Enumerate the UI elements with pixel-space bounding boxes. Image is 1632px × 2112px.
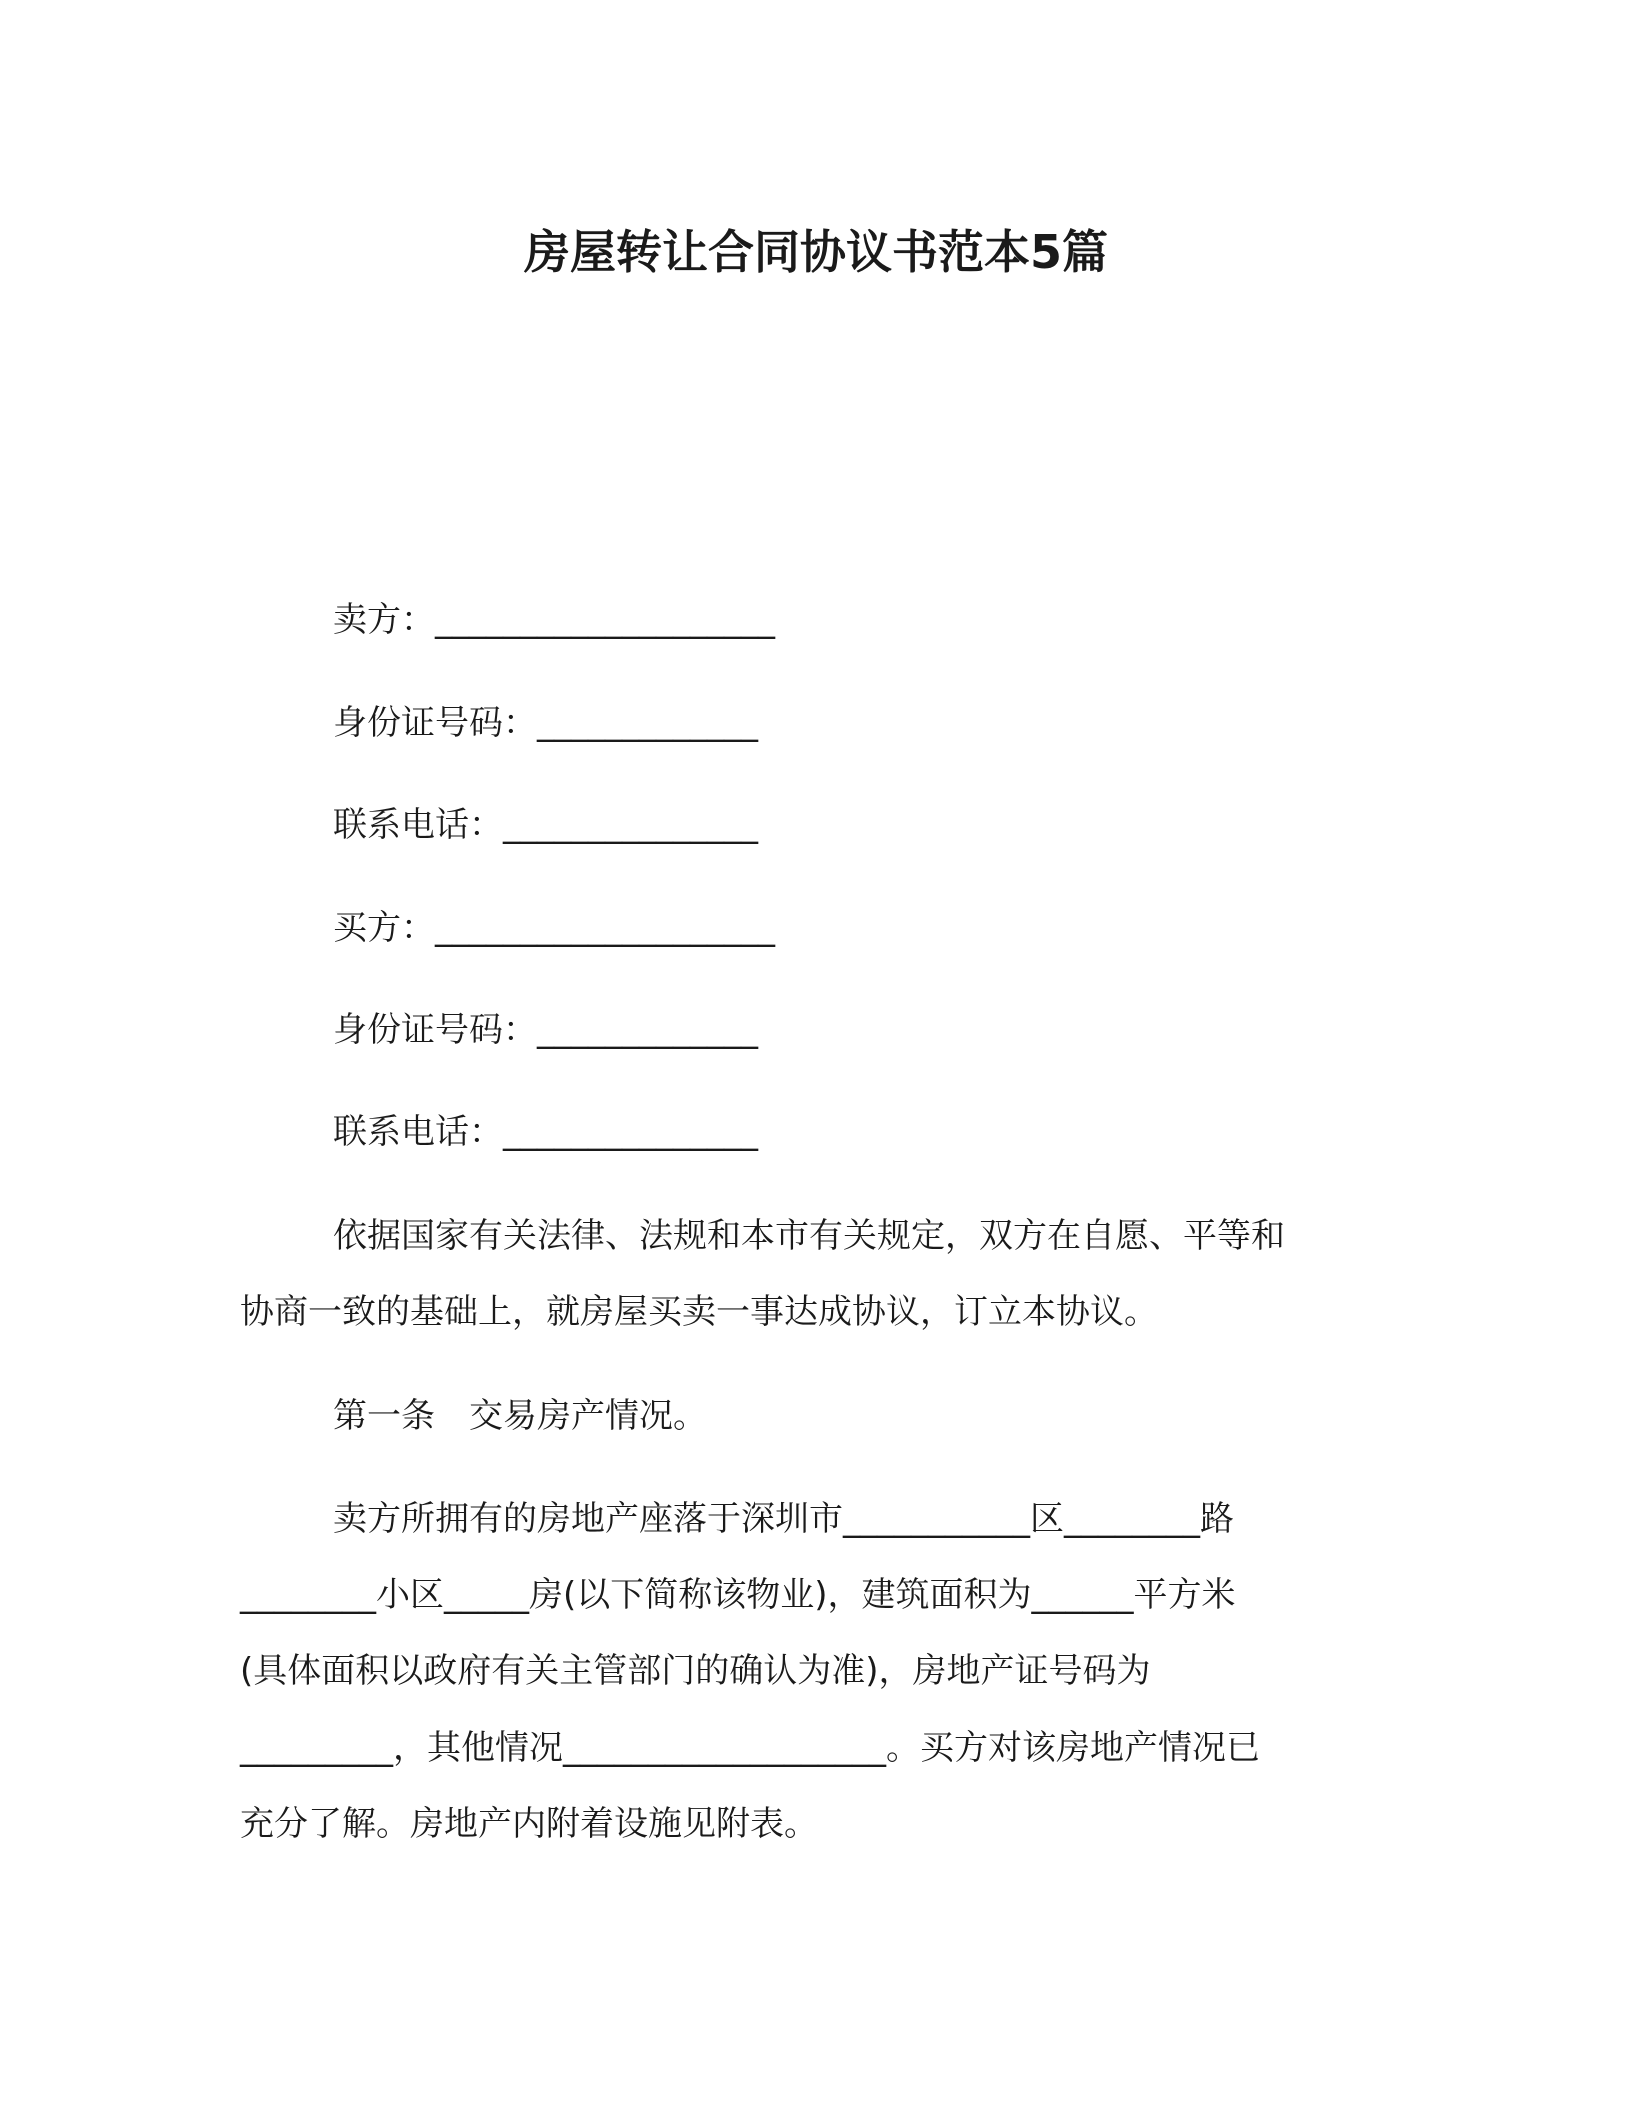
seller-name-field: 卖方：____________________: [333, 600, 775, 640]
buyer-id-field: 身份证号码：_____________: [333, 1010, 758, 1050]
document-title: 房屋转让合同协议书范本5篇: [523, 225, 1108, 279]
intro-line-2: 协商一致的基础上，就房屋买卖一事达成协议，订立本协议。: [240, 1292, 1158, 1332]
article1-line-2: ________小区_____房(以下简称该物业)，建筑面积为______平方米: [240, 1575, 1236, 1615]
seller-id-field: 身份证号码：_____________: [333, 703, 758, 743]
article1-line-5: 充分了解。房地产内附着设施见附表。: [240, 1804, 818, 1844]
article1-line-1: 卖方所拥有的房地产座落于深圳市___________区________路: [333, 1499, 1234, 1539]
article1-heading: 第一条 交易房产情况。: [333, 1396, 707, 1436]
buyer-name-field: 买方：____________________: [333, 908, 775, 948]
seller-phone-field: 联系电话：_______________: [333, 805, 758, 845]
buyer-phone-field: 联系电话：_______________: [333, 1112, 758, 1152]
article1-line-3: (具体面积以政府有关主管部门的确认为准)，房地产证号码为: [240, 1651, 1151, 1691]
intro-line-1: 依据国家有关法律、法规和本市有关规定，双方在自愿、平等和: [333, 1216, 1285, 1256]
article1-line-4: _________，其他情况___________________。买方对该房地产情况已: [240, 1728, 1260, 1768]
